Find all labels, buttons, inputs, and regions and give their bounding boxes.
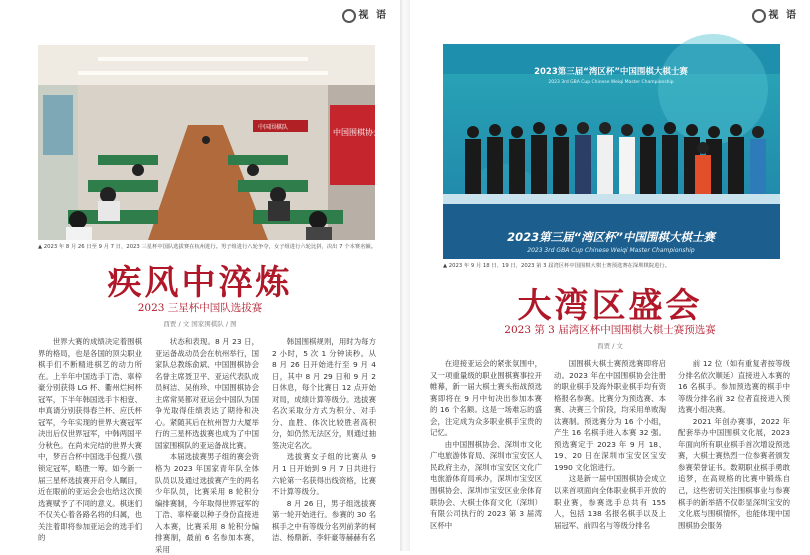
backdrop-subtitle-top: 2023 3rd GBA Cup Chinese Weiqi Master Championship <box>548 80 674 85</box>
column-logo: 视 语 <box>752 6 798 23</box>
body-column-1 <box>430 358 542 544</box>
paragraph: 8 月 26 日，男子组选拔赛第一轮开始进行。参赛的 30 名棋手之中有等级分名列前茅的柯洁、杨鼎新、李轩豪等赫赫有名 <box>272 498 376 543</box>
logo-ring-icon <box>342 9 356 23</box>
photo-sign-text: 中国围棋队 <box>258 124 289 131</box>
article-title: 大湾区盛会 <box>517 286 703 326</box>
column-logo: 视 语 <box>342 6 388 23</box>
backdrop-title-bottom: 2023第三届“湾区杯”中国围棋大棋士赛 <box>507 230 715 244</box>
paragraph: 2021 年创办赛事，2022 年配套举办中国围棋文化展，2023 年面向所有职业棋手首次增设预选赛，大棋士赛热烈一位参赛者颁发参赛荣誉证书。数期职业棋手勇敢追梦，在高规格的比赛中锻炼自己，这些密切关注围棋事业与参赛棋手的新举措不仅彰显深圳宝安的文化底与围棋情怀，也能体现中国围棋协会服务 <box>678 416 790 530</box>
right-page <box>410 0 810 551</box>
byline: 酉贾 / 文 国家围棋队 / 图 <box>163 320 237 328</box>
body-column-3 <box>678 358 790 544</box>
paragraph: 国围棋大棋士赛预选赛即将启动。2023 年在中国围棋协会注册的职业棋手及海外职业棋手均有资格报名参赛。比赛分为预选赛、本赛、决赛三个阶段，均采用单败淘汰赛制。预选赛分为 16 个小组，产生 16 名棋手进入本赛 32 强。预选赛定于 2023 年 9 月 18、19、20 日在深圳市宝安区宝安 1990 文化馆进行。 <box>554 359 666 472</box>
paragraph: 由中国围棋协会、深圳市文化广电旅游体育局、深圳市宝安区人民政府主办，深圳市宝安区文化广电旅游体育局承办，深圳市宝安区围棋协会、深圳市宝安区业余体育联协会、大棋士体育文化（深圳）有限公司执行的 2023 第 3 届湾区杯中 <box>430 439 542 530</box>
book-gutter <box>400 0 410 551</box>
photo-caption: ▲ 2023 年 9 月 18 日、19 日，2023 第 3 届湾区杯中国围棋大棋士赛预选赛在深圳棋院进行。 <box>443 263 670 269</box>
backdrop-subtitle-bottom: 2023 3rd GBA Cup Chinese Weiqi Master Championship <box>527 247 695 254</box>
paragraph: 韩国围棋规则，用时为每方 2 小时，5 次 1 分钟读秒。从 8 月 26 日开始进行至 9 月 4 日，其中 8 月 29 日和 9 月 2 日休息，每个比赛日 12 点开始对局，成绩计算等级分。选拔赛名次采取分方式为积分、对手分、血胜、体次比较胜者高积分，如仍然无法区分，则通过抽签决定名次。 <box>272 337 376 450</box>
article-title: 疾风中淬炼 <box>107 263 293 303</box>
paragraph: 本届选拔赛男子组的赛会资格为 2023 年国家青年队全体队员以及通过选拔赛产生的两名少年队员，比赛采用 8 轮积分编排赛制，今年取得世界冠军的丁浩、辜梓豪以种子身份直接进入本赛，比赛采用 8 轮积分编排赛制，最前 6 名参加本赛，采用 <box>155 452 259 554</box>
photo-banner-text: 中国围棋协会 <box>333 128 381 137</box>
article-subtitle: 2023 三星杯中国队选拔赛 <box>137 302 263 314</box>
body-column-3 <box>272 336 376 544</box>
paragraph: 选拔赛女子组的比赛从 9 月 1 日开始到 9 月 7 日共进行六轮第一名获得出线资格，比赛不计算等级分。 <box>272 452 376 497</box>
body-column-1: 世界大赛的成绩决定着围棋界的格局，也是各国的顶尖职业棋手们不断精进棋艺的动力所在。上半年中国选手丁浩、辜梓豪分别获得 LG 杯、衢州烂柯杯冠军，下半年韩国选手卞相壹、申真谞分别获得春兰杯、应氏杯冠军，今年实现的世界大赛冠军决出后仅世界冠军，中韩两国平分秋色。在尚未完结的世界大赛中，梦百合杯中国选手包揽八强锁定冠军，略胜一筹。如今新一届三星杯选拔赛开启令人瞩目，近在眼前的亚运会会也给这次预选赛赋予了不同的意义。棋迷们不仅关心着各路名将的归属，也关注着即将参加亚运会的选手们的 <box>38 337 142 543</box>
logo-ring-icon <box>752 9 766 23</box>
paragraph: 这是新一届中国围棋协会成立以来首项面向全体职业棋手开放的职业赛，参赛选手总共有 155 人，包括 138 名报名棋手以及上届冠军、前四名与等级分排名 <box>554 474 666 530</box>
group-photo <box>443 44 780 259</box>
byline: 酉贾 / 文 <box>597 342 623 350</box>
selection-match-photo <box>38 45 381 240</box>
paragraph: 在迎接亚运会的紧张氛围中，又一项重量级的职业围棋赛事拉开帷幕，新一届大棋士赛头衔战预选赛即将在 9 月中旬决出参加本赛的 16 个名额。这是一场难忘的盛会，注定成为众多职业棋手宝贵的记忆。 <box>430 359 542 438</box>
backdrop-title-top: 2023第三届“湾区杯”中国围棋大棋士赛 <box>534 67 688 77</box>
paragraph: 状态和表现。8 月 23 日，亚运备战动员会在杭州举行，国家队总教练俞斌、中国围棋协会名誉主席聂卫平、亚运代表队成员柯洁、吴侑珍、中国围棋协会主席常昊都对亚运会中国队为国争光取得佳绩表达了期待和决心。紧随其后在杭州智力大厦举行的三星杯选拔赛也成为了中国国家围棋队的亚运备战比赛。 <box>155 337 259 450</box>
paragraph: 前 12 位（如有重复者按等级分排名依次顺延）直接进入本赛的 16 名棋手。参加预选赛的棋手中等级分排名前 32 位者直接进入预选赛小组决赛。 <box>678 359 790 415</box>
playing-hall-image <box>38 45 381 240</box>
group-photo-image <box>443 44 780 259</box>
photo-caption: ▲ 2023 年 8 月 26 日至 9 月 7 日，2023 三星杯中国队选拔赛在杭州进行。男子组进行八轮争夺，女子组进行六轮比拼，决出 7 个本赛名额。 <box>38 244 376 250</box>
left-page <box>0 0 400 554</box>
body-column-2 <box>554 358 666 544</box>
article-subtitle: 2023 第 3 届湾区杯中国围棋大棋士赛预选赛 <box>504 324 716 336</box>
body-column-2 <box>155 336 259 554</box>
